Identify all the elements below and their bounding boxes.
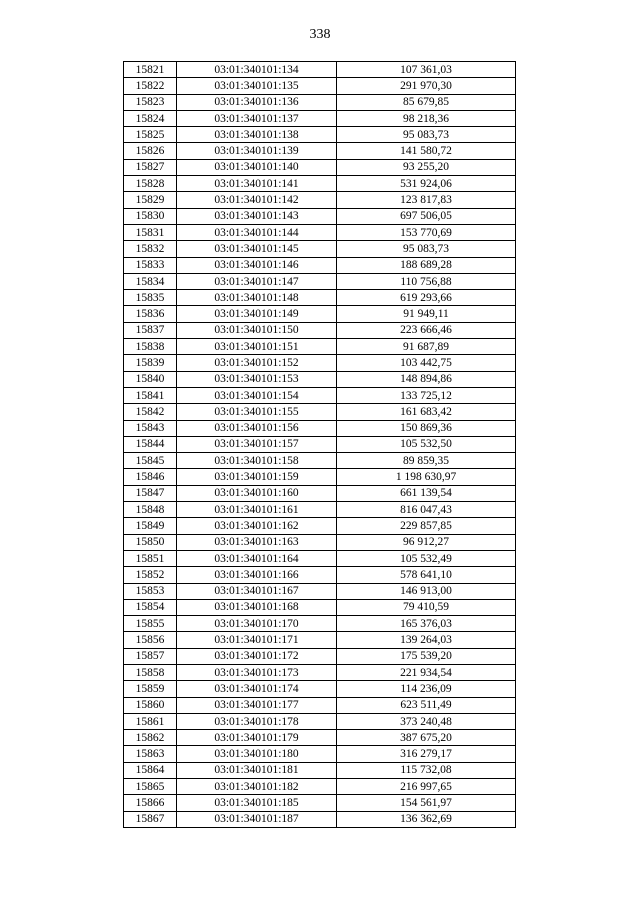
table-row: [124, 518, 516, 534]
cadastral-number-cell: 03:01:340101:158: [177, 453, 337, 469]
cadastral-number-cell: 03:01:340101:174: [177, 681, 337, 697]
row-number-cell: 15862: [124, 730, 177, 746]
cadastral-number-cell: 03:01:340101:152: [177, 355, 337, 371]
cadastral-number-cell: 03:01:340101:140: [177, 159, 337, 175]
cadastral-value-cell: 133 725,12: [337, 387, 516, 403]
cadastral-value-cell: 623 511,49: [337, 697, 516, 713]
cadastral-value-cell: 154 561,97: [337, 795, 516, 811]
cadastral-number-cell: 03:01:340101:157: [177, 436, 337, 452]
table-row: [124, 453, 516, 469]
table-row: [124, 550, 516, 566]
cadastral-value-cell: 105 532,49: [337, 550, 516, 566]
cadastral-number-cell: 03:01:340101:145: [177, 241, 337, 257]
cadastral-number-cell: 03:01:340101:153: [177, 371, 337, 387]
cadastral-number-cell: 03:01:340101:154: [177, 387, 337, 403]
cadastral-number-cell: 03:01:340101:136: [177, 94, 337, 110]
cadastral-value-cell: 105 532,50: [337, 436, 516, 452]
row-number-cell: 15846: [124, 469, 177, 485]
row-number-cell: 15863: [124, 746, 177, 762]
table-row: [124, 159, 516, 175]
cadastral-value-cell: 139 264,03: [337, 632, 516, 648]
row-number-cell: 15864: [124, 762, 177, 778]
cadastral-value-cell: 107 361,03: [337, 62, 516, 78]
cadastral-number-cell: 03:01:340101:155: [177, 404, 337, 420]
cadastral-number-cell: 03:01:340101:167: [177, 583, 337, 599]
cadastral-value-cell: 188 689,28: [337, 257, 516, 273]
table-row: [124, 322, 516, 338]
table-row: [124, 387, 516, 403]
table-row: [124, 290, 516, 306]
row-number-cell: 15865: [124, 779, 177, 795]
cadastral-value-cell: 153 770,69: [337, 224, 516, 240]
table-row: [124, 811, 516, 827]
cadastral-number-cell: 03:01:340101:168: [177, 599, 337, 615]
table-row: [124, 664, 516, 680]
row-number-cell: 15850: [124, 534, 177, 550]
table-row: [124, 355, 516, 371]
cadastral-value-cell: 114 236,09: [337, 681, 516, 697]
cadastral-value-cell: 161 683,42: [337, 404, 516, 420]
row-number-cell: 15841: [124, 387, 177, 403]
row-number-cell: 15831: [124, 224, 177, 240]
row-number-cell: 15859: [124, 681, 177, 697]
table-row: [124, 746, 516, 762]
table-body: [124, 62, 516, 828]
cadastral-number-cell: 03:01:340101:187: [177, 811, 337, 827]
cadastral-value-cell: 148 894,86: [337, 371, 516, 387]
cadastral-number-cell: 03:01:340101:138: [177, 127, 337, 143]
row-number-cell: 15827: [124, 159, 177, 175]
row-number-cell: 15830: [124, 208, 177, 224]
cadastral-number-cell: 03:01:340101:180: [177, 746, 337, 762]
row-number-cell: 15855: [124, 616, 177, 632]
table-row: [124, 762, 516, 778]
table-row: [124, 599, 516, 615]
cadastral-number-cell: 03:01:340101:139: [177, 143, 337, 159]
cadastral-value-cell: 316 279,17: [337, 746, 516, 762]
cadastral-number-cell: 03:01:340101:151: [177, 339, 337, 355]
table-row: [124, 697, 516, 713]
cadastral-value-cell: 96 912,27: [337, 534, 516, 550]
cadastral-number-cell: 03:01:340101:178: [177, 713, 337, 729]
row-number-cell: 15866: [124, 795, 177, 811]
row-number-cell: 15828: [124, 176, 177, 192]
cadastral-value-cell: 216 997,65: [337, 779, 516, 795]
cadastral-value-cell: 531 924,06: [337, 176, 516, 192]
cadastral-number-cell: 03:01:340101:162: [177, 518, 337, 534]
cadastral-value-cell: 150 869,36: [337, 420, 516, 436]
cadastral-value-cell: 103 442,75: [337, 355, 516, 371]
table-row: [124, 241, 516, 257]
cadastral-number-cell: 03:01:340101:170: [177, 616, 337, 632]
cadastral-number-cell: 03:01:340101:164: [177, 550, 337, 566]
cadastral-value-cell: 697 506,05: [337, 208, 516, 224]
table-row: [124, 436, 516, 452]
cadastral-value-cell: 291 970,30: [337, 78, 516, 94]
row-number-cell: 15824: [124, 110, 177, 126]
cadastral-number-cell: 03:01:340101:147: [177, 273, 337, 289]
cadastral-value-cell: 91 949,11: [337, 306, 516, 322]
cadastral-number-cell: 03:01:340101:150: [177, 322, 337, 338]
cadastral-number-cell: 03:01:340101:161: [177, 502, 337, 518]
row-number-cell: 15856: [124, 632, 177, 648]
table-row: [124, 681, 516, 697]
table-row: [124, 730, 516, 746]
cadastral-number-cell: 03:01:340101:141: [177, 176, 337, 192]
cadastral-value-cell: 141 580,72: [337, 143, 516, 159]
cadastral-value-table: [123, 61, 516, 828]
cadastral-number-cell: 03:01:340101:173: [177, 664, 337, 680]
table-row: [124, 176, 516, 192]
row-number-cell: 15838: [124, 339, 177, 355]
cadastral-value-cell: 373 240,48: [337, 713, 516, 729]
row-number-cell: 15851: [124, 550, 177, 566]
row-number-cell: 15835: [124, 290, 177, 306]
row-number-cell: 15839: [124, 355, 177, 371]
row-number-cell: 15853: [124, 583, 177, 599]
row-number-cell: 15843: [124, 420, 177, 436]
cadastral-value-cell: 79 410,59: [337, 599, 516, 615]
cadastral-number-cell: 03:01:340101:137: [177, 110, 337, 126]
table-row: [124, 192, 516, 208]
table-row: [124, 567, 516, 583]
cadastral-value-cell: 95 083,73: [337, 241, 516, 257]
cadastral-number-cell: 03:01:340101:177: [177, 697, 337, 713]
cadastral-value-cell: 91 687,89: [337, 339, 516, 355]
row-number-cell: 15823: [124, 94, 177, 110]
row-number-cell: 15861: [124, 713, 177, 729]
row-number-cell: 15840: [124, 371, 177, 387]
row-number-cell: 15821: [124, 62, 177, 78]
cadastral-number-cell: 03:01:340101:134: [177, 62, 337, 78]
table-row: [124, 78, 516, 94]
cadastral-number-cell: 03:01:340101:163: [177, 534, 337, 550]
table-row: [124, 616, 516, 632]
table-row: [124, 339, 516, 355]
cadastral-value-cell: 578 641,10: [337, 567, 516, 583]
table-row: [124, 110, 516, 126]
cadastral-number-cell: 03:01:340101:142: [177, 192, 337, 208]
row-number-cell: 15858: [124, 664, 177, 680]
cadastral-value-cell: 619 293,66: [337, 290, 516, 306]
table-row: [124, 420, 516, 436]
row-number-cell: 15832: [124, 241, 177, 257]
cadastral-value-cell: 110 756,88: [337, 273, 516, 289]
cadastral-value-cell: 115 732,08: [337, 762, 516, 778]
cadastral-number-cell: 03:01:340101:148: [177, 290, 337, 306]
table-row: [124, 779, 516, 795]
cadastral-number-cell: 03:01:340101:146: [177, 257, 337, 273]
table-row: [124, 273, 516, 289]
cadastral-number-cell: 03:01:340101:159: [177, 469, 337, 485]
cadastral-number-cell: 03:01:340101:179: [177, 730, 337, 746]
cadastral-number-cell: 03:01:340101:135: [177, 78, 337, 94]
table-row: [124, 306, 516, 322]
table-row: [124, 127, 516, 143]
cadastral-value-cell: 816 047,43: [337, 502, 516, 518]
row-number-cell: 15842: [124, 404, 177, 420]
cadastral-number-cell: 03:01:340101:171: [177, 632, 337, 648]
cadastral-value-cell: 175 539,20: [337, 648, 516, 664]
cadastral-value-cell: 93 255,20: [337, 159, 516, 175]
cadastral-value-cell: 89 859,35: [337, 453, 516, 469]
row-number-cell: 15822: [124, 78, 177, 94]
row-number-cell: 15837: [124, 322, 177, 338]
cadastral-value-cell: 661 139,54: [337, 485, 516, 501]
row-number-cell: 15844: [124, 436, 177, 452]
cadastral-number-cell: 03:01:340101:185: [177, 795, 337, 811]
table-row: [124, 371, 516, 387]
cadastral-value-cell: 123 817,83: [337, 192, 516, 208]
cadastral-number-cell: 03:01:340101:143: [177, 208, 337, 224]
row-number-cell: 15848: [124, 502, 177, 518]
cadastral-number-cell: 03:01:340101:182: [177, 779, 337, 795]
cadastral-value-cell: 85 679,85: [337, 94, 516, 110]
cadastral-value-cell: 95 083,73: [337, 127, 516, 143]
cadastral-value-cell: 387 675,20: [337, 730, 516, 746]
row-number-cell: 15825: [124, 127, 177, 143]
table-row: [124, 224, 516, 240]
cadastral-value-cell: 223 666,46: [337, 322, 516, 338]
page-number: 338: [309, 27, 331, 42]
cadastral-value-cell: 165 376,03: [337, 616, 516, 632]
cadastral-number-cell: 03:01:340101:181: [177, 762, 337, 778]
row-number-cell: 15860: [124, 697, 177, 713]
table-row: [124, 469, 516, 485]
cadastral-number-cell: 03:01:340101:156: [177, 420, 337, 436]
row-number-cell: 15849: [124, 518, 177, 534]
row-number-cell: 15854: [124, 599, 177, 615]
table-row: [124, 404, 516, 420]
table-row: [124, 257, 516, 273]
cadastral-value-cell: 229 857,85: [337, 518, 516, 534]
row-number-cell: 15845: [124, 453, 177, 469]
cadastral-value-cell: 1 198 630,97: [337, 469, 516, 485]
table-row: [124, 208, 516, 224]
table-row: [124, 648, 516, 664]
table-row: [124, 632, 516, 648]
table-row: [124, 713, 516, 729]
cadastral-value-cell: 146 913,00: [337, 583, 516, 599]
table-row: [124, 485, 516, 501]
row-number-cell: 15847: [124, 485, 177, 501]
table-row: [124, 62, 516, 78]
cadastral-value-cell: 98 218,36: [337, 110, 516, 126]
row-number-cell: 15836: [124, 306, 177, 322]
table-row: [124, 534, 516, 550]
row-number-cell: 15826: [124, 143, 177, 159]
table-row: [124, 583, 516, 599]
row-number-cell: 15867: [124, 811, 177, 827]
row-number-cell: 15852: [124, 567, 177, 583]
cadastral-number-cell: 03:01:340101:149: [177, 306, 337, 322]
row-number-cell: 15833: [124, 257, 177, 273]
table-row: [124, 94, 516, 110]
table-row: [124, 795, 516, 811]
row-number-cell: 15829: [124, 192, 177, 208]
cadastral-number-cell: 03:01:340101:172: [177, 648, 337, 664]
cadastral-number-cell: 03:01:340101:144: [177, 224, 337, 240]
cadastral-number-cell: 03:01:340101:160: [177, 485, 337, 501]
cadastral-value-cell: 136 362,69: [337, 811, 516, 827]
row-number-cell: 15834: [124, 273, 177, 289]
cadastral-number-cell: 03:01:340101:166: [177, 567, 337, 583]
table-row: [124, 143, 516, 159]
cadastral-value-cell: 221 934,54: [337, 664, 516, 680]
row-number-cell: 15857: [124, 648, 177, 664]
table-row: [124, 502, 516, 518]
